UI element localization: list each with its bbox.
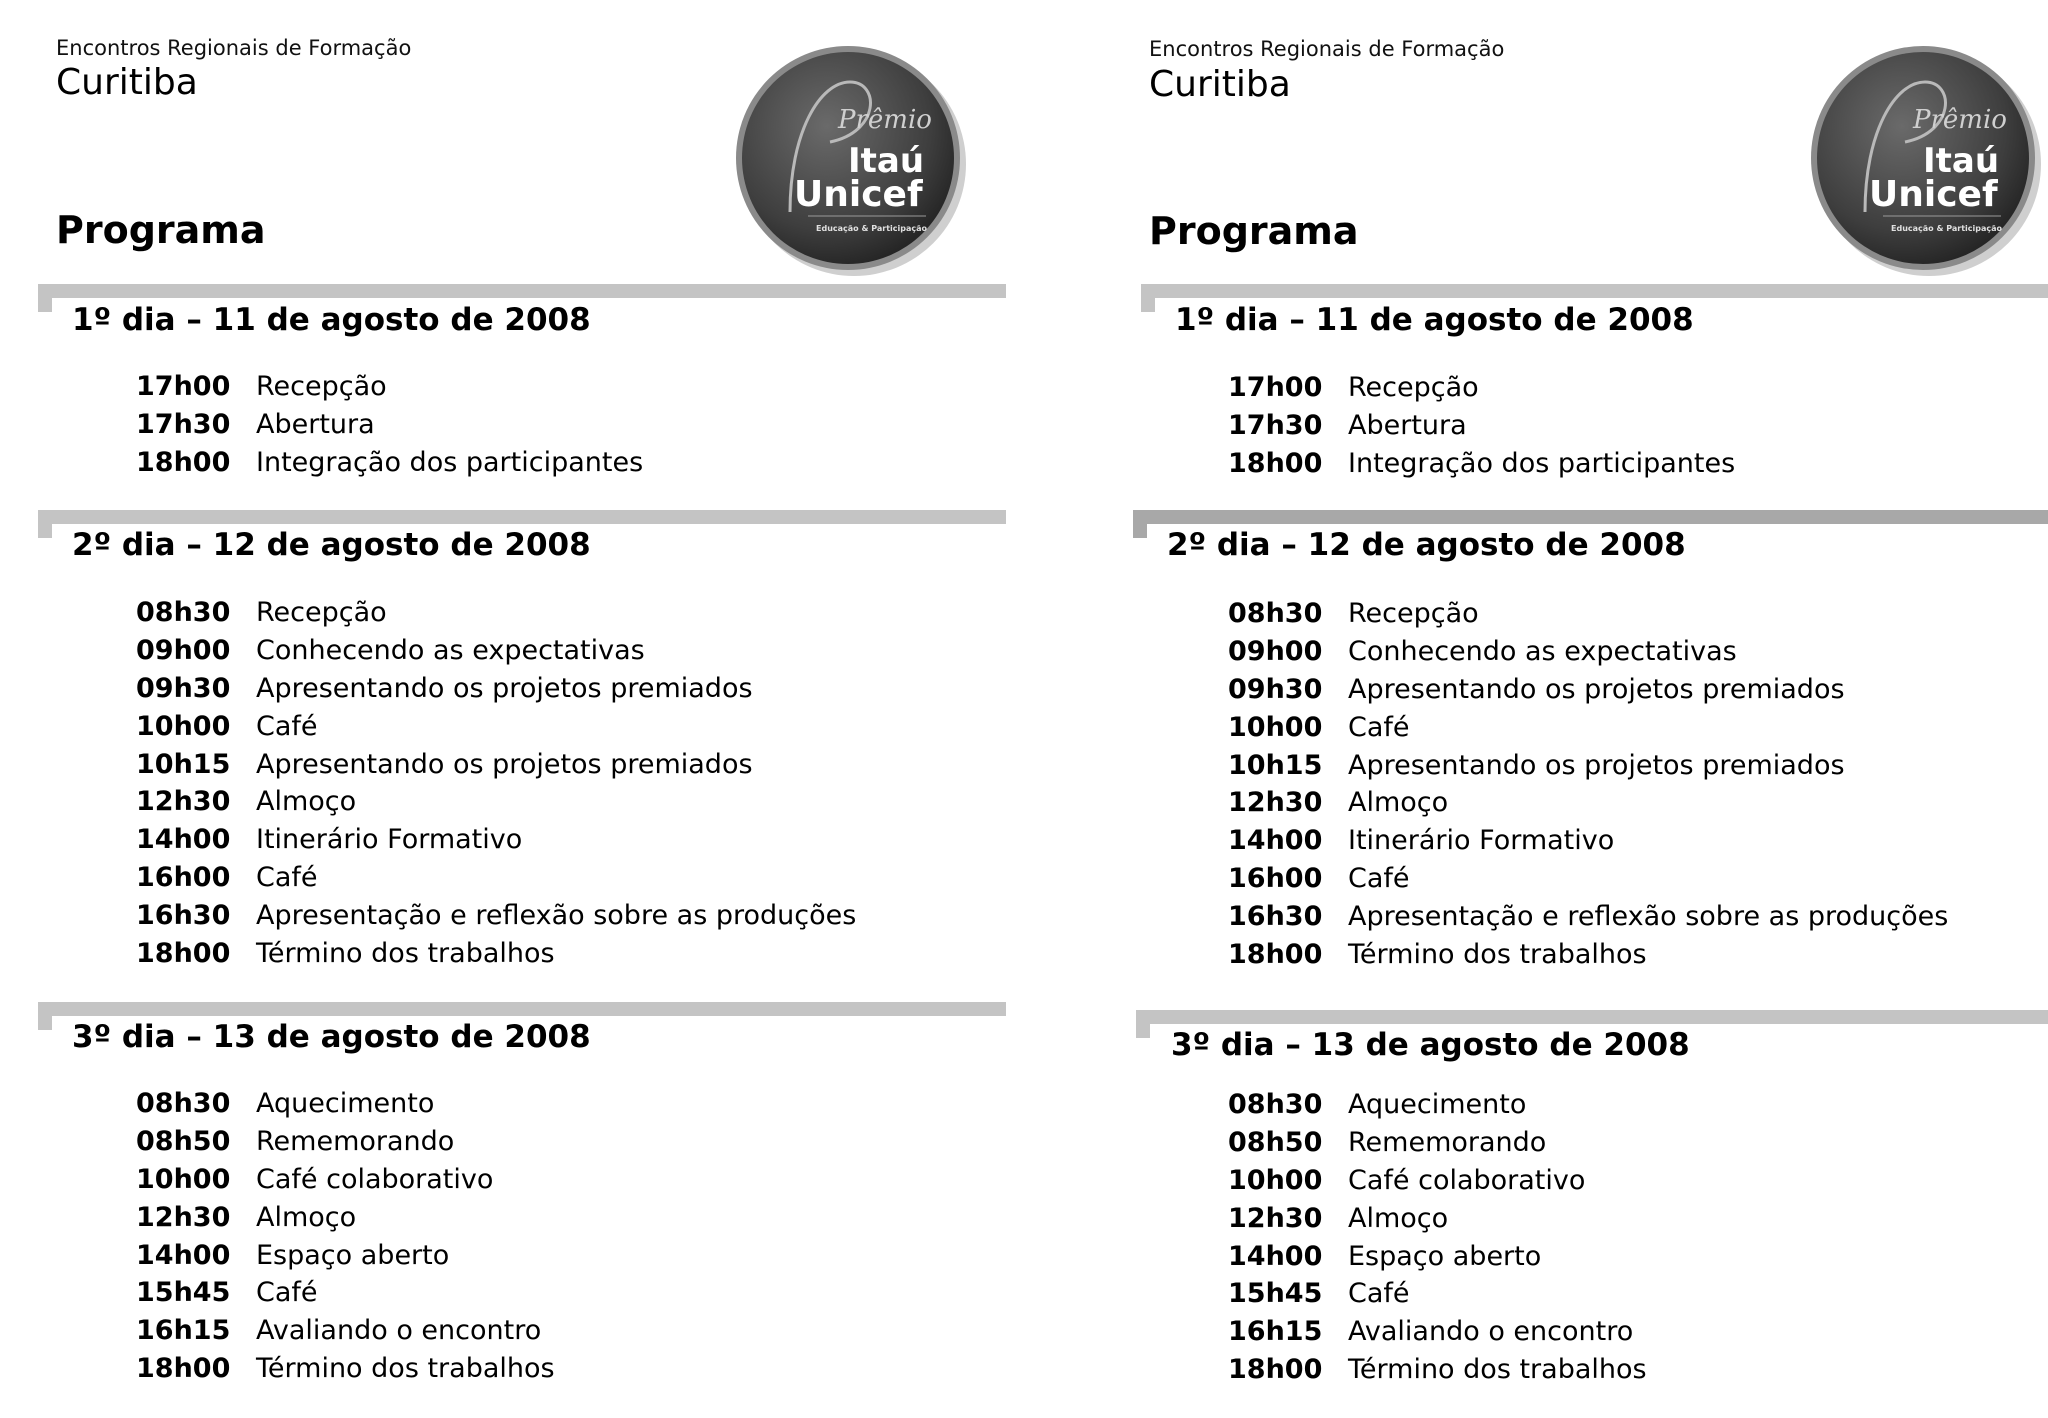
schedule-item xyxy=(1228,1237,1647,1275)
schedule-time: 18h00 xyxy=(136,446,231,478)
schedule-time: 12h30 xyxy=(136,1201,231,1233)
schedule-time: 16h30 xyxy=(136,899,231,931)
schedule-time: 18h00 xyxy=(1228,1353,1323,1385)
schedule-activity: Abertura xyxy=(256,409,375,441)
schedule-activity: Espaço aberto xyxy=(256,1239,450,1271)
schedule-time: 10h00 xyxy=(1228,711,1323,743)
schedule-time: 17h30 xyxy=(136,409,231,441)
schedule-activity: Término dos trabalhos xyxy=(256,1352,555,1384)
schedule-time: 12h30 xyxy=(1228,1202,1323,1234)
schedule-item xyxy=(1228,897,1948,935)
day-2-divider-stub xyxy=(1133,522,1147,538)
schedule-time: 09h30 xyxy=(1228,673,1323,705)
schedule-item xyxy=(1228,860,1948,898)
schedule-time: 16h00 xyxy=(136,861,231,893)
schedule-item xyxy=(136,670,856,708)
schedule-item xyxy=(1228,708,1948,746)
day-2-title: 2º dia – 12 de agosto de 2008 xyxy=(72,527,591,563)
logo-emblem xyxy=(1805,42,2041,278)
schedule-activity: Recepção xyxy=(256,597,387,629)
schedule-activity: Almoço xyxy=(1348,787,1449,819)
day-3-schedule xyxy=(136,1085,555,1387)
logo-emblem xyxy=(730,42,966,278)
schedule-activity: Conhecendo as expectativas xyxy=(256,635,645,667)
schedule-activity: Aquecimento xyxy=(1348,1089,1527,1121)
schedule-activity: Café colaborativo xyxy=(256,1163,494,1195)
schedule-time: 09h30 xyxy=(136,672,231,704)
schedule-item xyxy=(136,1085,555,1123)
schedule-item xyxy=(1228,1275,1647,1313)
schedule-item xyxy=(1228,822,1948,860)
schedule-activity: Café colaborativo xyxy=(1348,1164,1586,1196)
schedule-time: 14h00 xyxy=(136,824,231,856)
schedule-item xyxy=(1228,445,1735,483)
day-3-divider xyxy=(1136,1010,2048,1024)
schedule-item xyxy=(136,1198,555,1236)
schedule-activity: Término dos trabalhos xyxy=(256,937,555,969)
schedule-item xyxy=(136,1312,555,1350)
schedule-activity: Café xyxy=(1348,862,1410,894)
day-3-title: 3º dia – 13 de agosto de 2008 xyxy=(72,1019,591,1055)
schedule-time: 10h15 xyxy=(136,748,231,780)
day-2-divider xyxy=(1133,510,2048,524)
day-2-schedule xyxy=(1228,595,1948,973)
schedule-item xyxy=(1228,1086,1647,1124)
schedule-activity: Almoço xyxy=(256,786,357,818)
schedule-item xyxy=(136,783,856,821)
schedule-time: 12h30 xyxy=(1228,787,1323,819)
day-3-divider-stub xyxy=(1136,1022,1150,1038)
schedule-activity: Apresentando os projetos premiados xyxy=(256,672,753,704)
schedule-time: 08h30 xyxy=(1228,1089,1323,1121)
schedule-time: 16h15 xyxy=(1228,1316,1323,1348)
schedule-activity: Café xyxy=(256,861,318,893)
day-3-divider xyxy=(38,1002,1006,1016)
svg-text:Educação & Participação: Educação & Participação xyxy=(816,224,928,233)
premio-itau-unicef-logo xyxy=(1805,42,2041,278)
schedule-activity: Avaliando o encontro xyxy=(1348,1316,1634,1348)
schedule-time: 14h00 xyxy=(136,1239,231,1271)
schedule-activity: Término dos trabalhos xyxy=(1348,1353,1647,1385)
schedule-activity: Apresentação e reflexão sobre as produções xyxy=(1348,900,1949,932)
schedule-activity: Conhecendo as expectativas xyxy=(1348,636,1737,668)
schedule-item xyxy=(1228,1351,1647,1389)
schedule-time: 17h00 xyxy=(1228,372,1323,404)
schedule-activity: Almoço xyxy=(256,1201,357,1233)
schedule-time: 08h30 xyxy=(1228,598,1323,630)
schedule-item xyxy=(1228,407,1735,445)
schedule-time: 08h50 xyxy=(1228,1127,1323,1159)
schedule-time: 15h45 xyxy=(1228,1278,1323,1310)
schedule-time: 16h00 xyxy=(1228,862,1323,894)
schedule-item xyxy=(136,368,643,406)
schedule-time: 14h00 xyxy=(1228,1240,1323,1272)
schedule-time: 09h00 xyxy=(136,635,231,667)
schedule-item xyxy=(136,1350,555,1388)
day-1-schedule xyxy=(1228,369,1735,482)
schedule-activity: Apresentando os projetos premiados xyxy=(1348,673,1845,705)
schedule-item xyxy=(136,934,856,972)
day-2-schedule xyxy=(136,594,856,972)
schedule-time: 18h00 xyxy=(1228,938,1323,970)
schedule-item xyxy=(136,1161,555,1199)
schedule-activity: Apresentação e reflexão sobre as produções xyxy=(256,899,857,931)
schedule-time: 08h50 xyxy=(136,1126,231,1158)
schedule-time: 15h45 xyxy=(136,1277,231,1309)
schedule-time: 10h15 xyxy=(1228,749,1323,781)
day-1-divider xyxy=(38,284,1006,298)
schedule-activity: Café xyxy=(256,1277,318,1309)
city-title: Curitiba xyxy=(56,62,198,103)
schedule-time: 17h30 xyxy=(1228,410,1323,442)
day-1-divider-stub xyxy=(1141,296,1155,312)
day-1-divider-stub xyxy=(38,296,52,312)
day-2-divider-stub xyxy=(38,522,52,538)
schedule-activity: Apresentando os projetos premiados xyxy=(1348,749,1845,781)
event-name: Encontros Regionais de Formação xyxy=(1149,37,1505,61)
schedule-activity: Recepção xyxy=(256,371,387,403)
schedule-activity: Itinerário Formativo xyxy=(1348,825,1615,857)
schedule-activity: Café xyxy=(256,710,318,742)
schedule-time: 08h30 xyxy=(136,597,231,629)
schedule-item xyxy=(1228,746,1948,784)
day-1-title: 1º dia – 11 de agosto de 2008 xyxy=(72,302,591,338)
premio-itau-unicef-logo xyxy=(730,42,966,278)
schedule-activity: Aquecimento xyxy=(256,1088,435,1120)
day-1-schedule xyxy=(136,368,643,481)
schedule-item xyxy=(136,859,856,897)
svg-text:Itaú: Itaú xyxy=(1923,141,2000,181)
schedule-activity: Apresentando os projetos premiados xyxy=(256,748,753,780)
schedule-activity: Integração dos participantes xyxy=(256,446,644,478)
schedule-activity: Rememorando xyxy=(256,1126,455,1158)
schedule-item xyxy=(136,632,856,670)
svg-text:Educação & Participação: Educação & Participação xyxy=(1891,224,2003,233)
svg-text:Unicef: Unicef xyxy=(794,174,923,215)
schedule-item xyxy=(1228,671,1948,709)
schedule-activity: Abertura xyxy=(1348,410,1467,442)
program-page-left xyxy=(0,0,1010,1418)
schedule-item xyxy=(1228,1199,1647,1237)
schedule-item xyxy=(136,406,643,444)
schedule-time: 18h00 xyxy=(1228,447,1323,479)
program-title: Programa xyxy=(56,208,266,252)
schedule-activity: Itinerário Formativo xyxy=(256,824,523,856)
schedule-item xyxy=(136,1274,555,1312)
day-3-divider-stub xyxy=(38,1014,52,1030)
schedule-time: 10h00 xyxy=(1228,1164,1323,1196)
schedule-item xyxy=(1228,784,1948,822)
schedule-activity: Recepção xyxy=(1348,372,1479,404)
schedule-time: 14h00 xyxy=(1228,825,1323,857)
schedule-time: 10h00 xyxy=(136,1163,231,1195)
day-2-title: 2º dia – 12 de agosto de 2008 xyxy=(1167,527,1686,563)
program-page-right xyxy=(1093,0,2048,1418)
schedule-activity: Espaço aberto xyxy=(1348,1240,1542,1272)
schedule-time: 10h00 xyxy=(136,710,231,742)
schedule-item xyxy=(1228,633,1948,671)
svg-text:Itaú: Itaú xyxy=(848,141,925,181)
schedule-time: 08h30 xyxy=(136,1088,231,1120)
day-3-title: 3º dia – 13 de agosto de 2008 xyxy=(1171,1027,1690,1063)
schedule-item xyxy=(1228,935,1948,973)
day-1-divider xyxy=(1141,284,2048,298)
schedule-activity: Recepção xyxy=(1348,598,1479,630)
schedule-time: 12h30 xyxy=(136,786,231,818)
schedule-item xyxy=(136,1236,555,1274)
schedule-item xyxy=(1228,1124,1647,1162)
schedule-time: 17h00 xyxy=(136,371,231,403)
svg-text:Prêmio: Prêmio xyxy=(1913,105,2007,135)
city-title: Curitiba xyxy=(1149,64,1291,105)
schedule-item xyxy=(136,745,856,783)
schedule-time: 16h30 xyxy=(1228,900,1323,932)
schedule-activity: Café xyxy=(1348,1278,1410,1310)
schedule-item xyxy=(136,896,856,934)
event-name: Encontros Regionais de Formação xyxy=(56,36,412,60)
schedule-time: 18h00 xyxy=(136,937,231,969)
schedule-activity: Avaliando o encontro xyxy=(256,1315,542,1347)
schedule-activity: Término dos trabalhos xyxy=(1348,938,1647,970)
schedule-time: 18h00 xyxy=(136,1352,231,1384)
schedule-activity: Integração dos participantes xyxy=(1348,447,1736,479)
schedule-item xyxy=(136,444,643,482)
schedule-activity: Café xyxy=(1348,711,1410,743)
schedule-time: 16h15 xyxy=(136,1315,231,1347)
day-3-schedule xyxy=(1228,1086,1647,1388)
svg-text:Prêmio: Prêmio xyxy=(838,105,932,135)
schedule-item xyxy=(136,707,856,745)
schedule-item xyxy=(136,594,856,632)
schedule-activity: Almoço xyxy=(1348,1202,1449,1234)
program-title: Programa xyxy=(1149,209,1359,253)
schedule-item xyxy=(1228,1313,1647,1351)
schedule-item xyxy=(136,821,856,859)
schedule-item xyxy=(1228,595,1948,633)
schedule-item xyxy=(1228,369,1735,407)
schedule-item xyxy=(1228,1162,1647,1200)
schedule-time: 09h00 xyxy=(1228,636,1323,668)
day-2-divider xyxy=(38,510,1006,524)
schedule-item xyxy=(136,1123,555,1161)
schedule-activity: Rememorando xyxy=(1348,1127,1547,1159)
svg-text:Unicef: Unicef xyxy=(1869,174,1998,215)
day-1-title: 1º dia – 11 de agosto de 2008 xyxy=(1175,302,1694,338)
